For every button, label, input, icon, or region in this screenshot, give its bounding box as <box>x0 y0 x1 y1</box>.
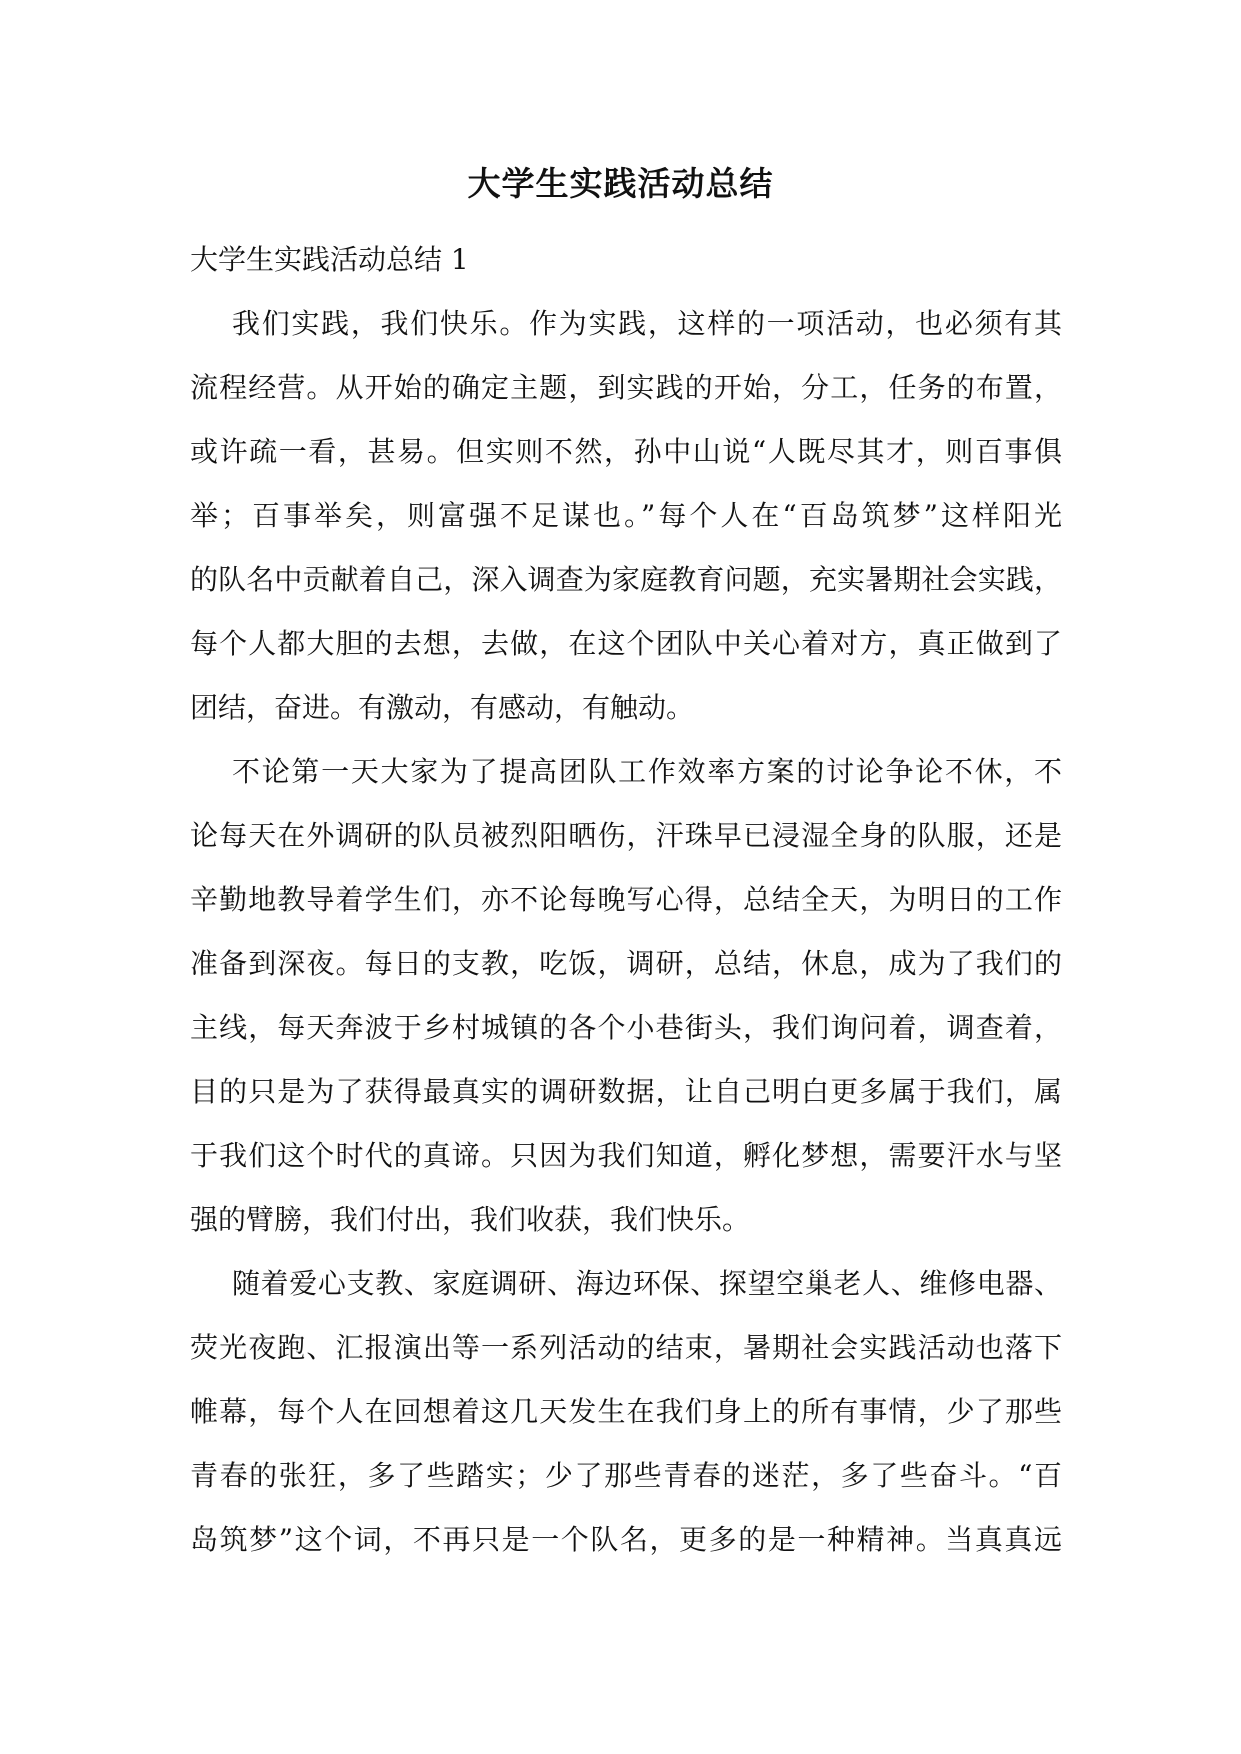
paragraph-2 <box>190 740 1062 1252</box>
paragraph-line: 荧光夜跑、汇报演出等一系列活动的结束，暑期社会实践活动也落下 <box>190 1331 1062 1364</box>
paragraph-line: 随着爱心支教、家庭调研、海边环保、探望空巢老人、维修电器、 <box>232 1267 1062 1300</box>
paragraph-line: 岛筑梦”这个词，不再只是一个队名，更多的是一种精神。当真真远 <box>190 1523 1062 1556</box>
paragraph-line: 论每天在外调研的队员被烈阳晒伤，汗珠早已浸湿全身的队服，还是 <box>190 819 1062 852</box>
document-body <box>190 228 1062 1572</box>
document-title: 大学生实践活动总结 <box>467 164 774 203</box>
paragraph-line: 辛勤地教导着学生们，亦不论每晚写心得，总结全天，为明日的工作 <box>190 883 1062 916</box>
paragraph-line: 主线，每天奔波于乡村城镇的各个小巷街头，我们询问着，调查着， <box>190 1011 1062 1044</box>
paragraph-line: 帷幕，每个人在回想着这几天发生在我们身上的所有事情，少了那些 <box>190 1395 1062 1428</box>
paragraph-3 <box>190 1252 1062 1572</box>
paragraph-line: 或许疏一看，甚易。但实则不然，孙中山说“人既尽其才，则百事俱 <box>190 435 1062 468</box>
paragraph-line: 的队名中贡献着自己，深入调查为家庭教育问题，充实暑期社会实践， <box>190 563 1062 596</box>
paragraph-line: 举；百事举矣，则富强不足谋也。”每个人在“百岛筑梦”这样阳光 <box>190 499 1062 532</box>
paragraph-line: 于我们这个时代的真谛。只因为我们知道，孵化梦想，需要汗水与坚 <box>190 1139 1062 1172</box>
paragraph-line: 强的臂膀，我们付出，我们收获，我们快乐。 <box>190 1203 751 1236</box>
paragraph-line: 准备到深夜。每日的支教，吃饭，调研，总结，休息，成为了我们的 <box>190 947 1062 980</box>
section-heading: 大学生实践活动总结 1 <box>190 243 469 276</box>
paragraph-line: 青春的张狂，多了些踏实；少了那些青春的迷茫，多了些奋斗。“百 <box>190 1459 1062 1492</box>
paragraph-line: 不论第一天大家为了提高团队工作效率方案的讨论争论不休，不 <box>232 755 1062 788</box>
paragraph-line: 每个人都大胆的去想，去做，在这个团队中关心着对方，真正做到了 <box>190 627 1062 660</box>
paragraph-1 <box>190 292 1062 740</box>
paragraph-line: 团结，奋进。有激动，有感动，有触动。 <box>190 691 695 724</box>
paragraph-line: 目的只是为了获得最真实的调研数据，让自己明白更多属于我们，属 <box>190 1075 1062 1108</box>
paragraph-line: 流程经营。从开始的确定主题，到实践的开始，分工，任务的布置， <box>190 371 1062 404</box>
paragraph-line: 我们实践，我们快乐。作为实践，这样的一项活动，也必须有其 <box>232 307 1062 340</box>
